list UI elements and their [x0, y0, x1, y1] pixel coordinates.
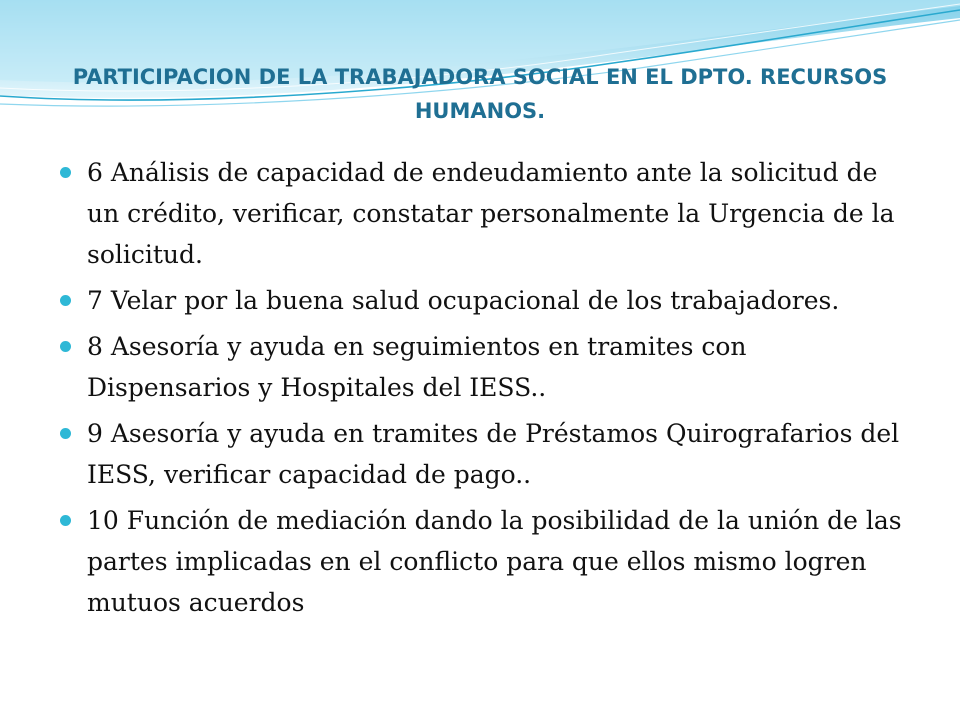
bullet-dot-icon	[60, 515, 71, 526]
list-item	[60, 152, 910, 275]
list-item	[60, 500, 910, 623]
bullet-dot-icon	[60, 428, 71, 439]
list-item	[60, 413, 910, 495]
list-item	[60, 326, 910, 408]
list-item	[60, 280, 910, 321]
bullet-text: 6 Análisis de capacidad de endeudamiento ante la solicitud de un crédito, verificar, constatar personalmente la Urgencia de la solicitud.	[87, 158, 895, 269]
bullet-text: 10 Función de mediación dando la posibilidad de la unión de las partes implicadas en el conflicto para que ellos mismo logren mutuos acuerdos	[87, 506, 902, 617]
bullet-text: 7 Velar por la buena salud ocupacional de los trabajadores.	[87, 286, 840, 315]
bullet-list	[60, 152, 910, 628]
bullet-text: 9 Asesoría y ayuda en tramites de Préstamos Quirografarios del IESS, verificar capacidad de pago..	[87, 419, 900, 489]
slide-title: PARTICIPACION DE LA TRABAJADORA SOCIAL EN EL DPTO. RECURSOS HUMANOS.	[72, 65, 888, 123]
bullet-text: 8 Asesoría y ayuda en seguimientos en tramites con Dispensarios y Hospitales del IESS..	[87, 332, 747, 402]
bullet-dot-icon	[60, 341, 71, 352]
bullet-dot-icon	[60, 295, 71, 306]
bullet-dot-icon	[60, 167, 71, 178]
